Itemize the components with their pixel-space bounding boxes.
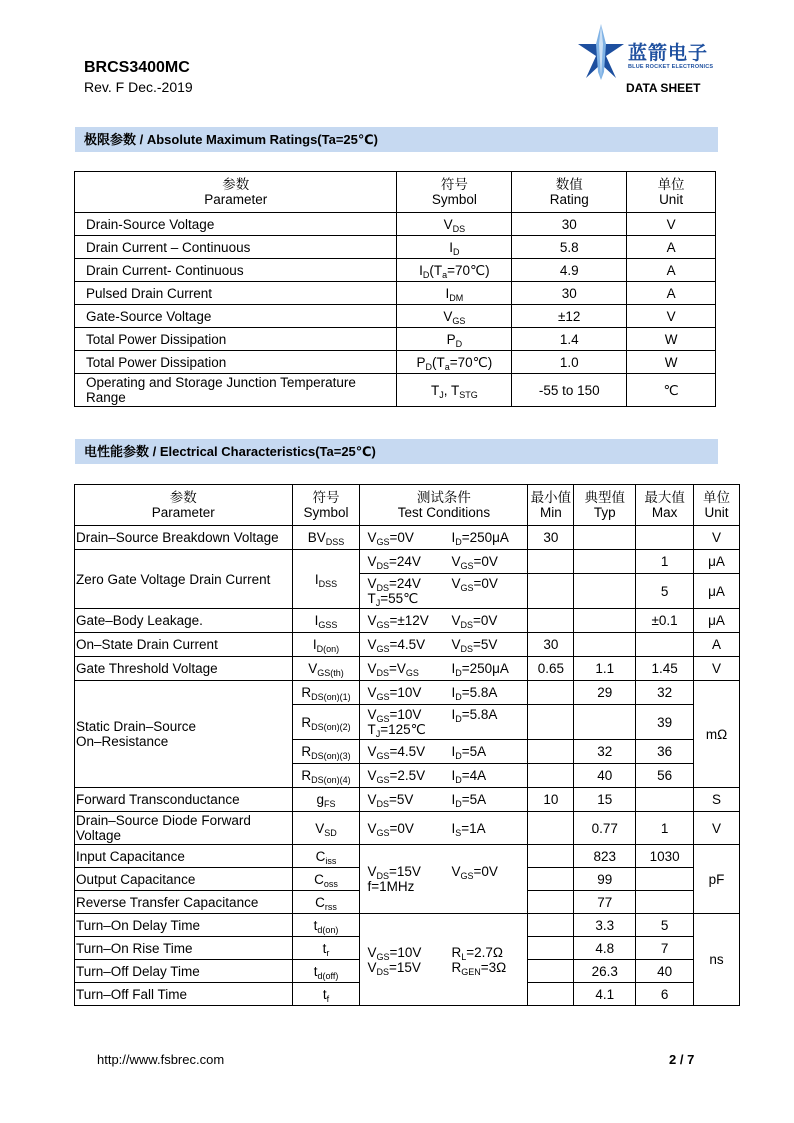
table-row: Drain–Source Diode Forward Voltage $V_{SD}$ $V_{GS}=0V$ $I_S=1A$ 0.77 1 V — [75, 812, 740, 845]
table-row: Turn–Off Delay Time $t_{d(off)}$ 26.3 40 — [75, 960, 740, 983]
table-row: Gate Threshold Voltage $V_{GS(th)}$ $V_{DS}=V_{GS}$ $I_D=250\mu A$ 0.65 1.1 1.45 V — [75, 657, 740, 681]
brand-name-cn: 蓝箭电子 — [628, 43, 709, 64]
table-row: Turn–On Delay Time $t_{d(on)}$ $V_{GS}=10V$ $R_L=2.7\Omega$ $V_{DS}=15V$ $R_{GEN}=3\Omega$ 3.3 5 ns — [75, 914, 740, 937]
ec-header-parameter: 参数 Parameter — [75, 485, 293, 526]
table-row: Total Power Dissipation $P_D$ 1.4 W — [75, 328, 716, 351]
table-row: Drain Current – Continuous $I_D$ 5.8 A — [75, 236, 716, 259]
table-row: $R_{DS(on)(3)}$ $V_{GS}=4.5V$ $I_D=5A$ 32 36 — [75, 740, 740, 764]
table-row: $R_{DS(on)(2)}$ $V_{GS}=10V$ $I_D=5.8A$ $T_J=125℃$ 39 — [75, 705, 740, 740]
ec-table — [74, 484, 740, 1006]
table-row: Pulsed Drain Current $I_{DM}$ 30 A — [75, 282, 716, 305]
rocket-star-icon — [576, 22, 626, 82]
amr-header-unit: 单位 Unit — [627, 172, 716, 213]
brand-name-en: BLUE ROCKET ELECTRONICS — [628, 64, 714, 70]
table-row: Input Capacitance $C_{iss}$ $V_{DS}=15V$ $V_{GS}=0V$ f=1MHz 823 1030 pF — [75, 845, 740, 868]
footer-url[interactable]: http://www.fsbrec.com — [97, 1052, 225, 1067]
ec-header-symbol: 符号 Symbol — [292, 485, 360, 526]
table-row: Reverse Transfer Capacitance $C_{rss}$ 77 — [75, 891, 740, 914]
table-row: Drain Current- Continuous $I_D(T_a=70℃)$ 4.9 A — [75, 259, 716, 282]
doc-type: DATA SHEET — [626, 81, 701, 95]
table-row: Operating and Storage Junction Temperature Range $T_J$, $T_{STG}$ -55 to 150 ℃ — [75, 374, 716, 407]
table-row: $R_{DS(on)(4)}$ $V_{GS}=2.5V$ $I_D=4A$ 40 56 — [75, 764, 740, 788]
amr-header-symbol: 符号 Symbol — [397, 172, 512, 213]
table-row: Output Capacitance $C_{oss}$ 99 — [75, 868, 740, 891]
amr-header-rating: 数值 Rating — [512, 172, 627, 213]
table-row: Forward Transconductance $g_{FS}$ $V_{DS}=5V$ $I_D=5A$ 10 15 S — [75, 788, 740, 812]
ec-header-typ: 典型值 Typ — [574, 485, 636, 526]
table-row: Zero Gate Voltage Drain Current $I_{DSS}$ $V_{DS}=24V$ $V_{GS}=0V$ 1 μA — [75, 550, 740, 574]
company-logo — [576, 22, 726, 82]
table-row: On–State Drain Current $I_{D(on)}$ $V_{GS}=4.5V$ $V_{DS}=5V$ 30 A — [75, 633, 740, 657]
table-row: Drain–Source Breakdown Voltage $BV_{DSS}$ $V_{GS}=0V$ $I_D=250\mu A$ 30 V — [75, 526, 740, 550]
table-row: Drain-Source Voltage $V_{DS}$ 30 V — [75, 213, 716, 236]
amr-table — [74, 171, 716, 407]
ec-header-max: 最大值 Max — [636, 485, 694, 526]
table-row: Total Power Dissipation $P_D(T_a=70℃)$ 1.0 W — [75, 351, 716, 374]
amr-header-parameter: 参数 Parameter — [75, 172, 397, 213]
page-number: 2 / 7 — [669, 1052, 695, 1067]
table-row: Turn–On Rise Time $t_r$ 4.8 7 — [75, 937, 740, 960]
ec-header-conditions: 测试条件 Test Conditions — [360, 485, 528, 526]
revision: Rev. F Dec.-2019 — [84, 79, 193, 95]
table-row: Gate-Source Voltage $V_{GS}$ ±12 V — [75, 305, 716, 328]
ec-header-row — [75, 485, 740, 526]
table-row: Gate–Body Leakage. $I_{GSS}$ $V_{GS}=\pm 12V$ $V_{DS}=0V$ ±0.1 μA — [75, 609, 740, 633]
ec-header-unit: 单位 Unit — [694, 485, 740, 526]
ec-header-min: 最小值 Min — [528, 485, 574, 526]
table-row: Static Drain–Source On–Resistance $R_{DS(on)(1)}$ $V_{GS}=10V$ $I_D=5.8A$ 29 32 mΩ — [75, 681, 740, 705]
table-row: $V_{DS}=24V$ $V_{GS}=0V$ $T_J=55℃$ 5 μA — [75, 574, 740, 609]
table-row: Turn–Off Fall Time $t_f$ 4.1 6 — [75, 983, 740, 1006]
amr-header-row — [75, 172, 716, 213]
part-number: BRCS3400MC — [84, 59, 190, 76]
amr-section-title: 极限参数 / Absolute Maximum Ratings(Ta=25℃) — [75, 127, 718, 152]
ec-section-title: 电性能参数 / Electrical Characteristics(Ta=25℃) — [75, 439, 718, 464]
